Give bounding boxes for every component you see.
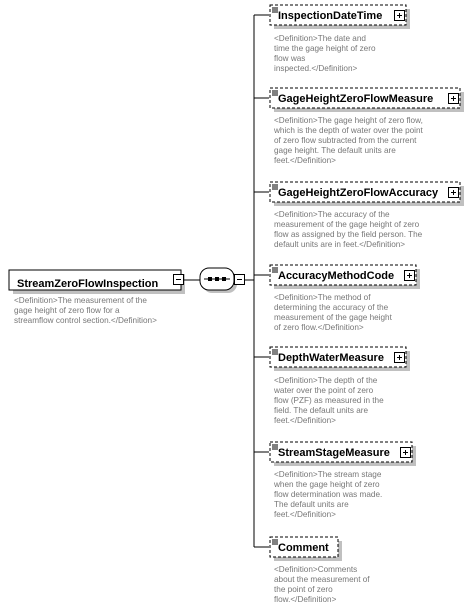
doc-line: determining the accuracy of the xyxy=(274,303,389,312)
element-documentation xyxy=(274,565,370,605)
element-box-depth-water-measure[interactable] xyxy=(270,347,410,371)
root-collapse-icon[interactable] xyxy=(174,275,184,285)
doc-line: inspected.</Definition> xyxy=(274,64,358,73)
doc-line: feet.</Definition> xyxy=(274,156,336,165)
element-label: Comment xyxy=(278,541,329,554)
doc-line: feet.</Definition> xyxy=(274,510,336,519)
element-documentation xyxy=(274,210,422,250)
root-element-label: StreamZeroFlowInspection xyxy=(17,277,159,290)
expand-icon[interactable] xyxy=(395,353,405,363)
doc-line: measurement of the gage height xyxy=(274,313,392,322)
doc-line: the point of zero xyxy=(274,585,333,594)
sequence-collapse-icon[interactable] xyxy=(235,275,245,285)
doc-line: <Definition>The method of xyxy=(274,293,371,302)
element-documentation xyxy=(274,376,384,426)
doc-line: <Definition>The measurement of the xyxy=(14,296,147,305)
doc-line: <Definition>Comments xyxy=(274,565,358,574)
doc-line: water over the point of zero xyxy=(274,386,374,395)
element-box-stream-stage-measure[interactable] xyxy=(270,442,416,466)
sequence-compositor-icon[interactable] xyxy=(200,268,245,293)
expand-icon[interactable] xyxy=(449,188,459,198)
root-element[interactable] xyxy=(9,270,185,294)
root-documentation xyxy=(14,296,157,326)
doc-line: <Definition>The date and xyxy=(274,34,366,43)
element-box-inspection-date-time[interactable] xyxy=(270,5,410,29)
doc-line: of zero flow subtracted from the current xyxy=(274,136,417,145)
element-label: DepthWaterMeasure xyxy=(278,351,384,364)
doc-line: measurement of the gage height of zero xyxy=(274,220,420,229)
doc-line: <Definition>The depth of the xyxy=(274,376,378,385)
doc-line: of zero flow.</Definition> xyxy=(274,323,364,332)
doc-line: time the gage height of zero xyxy=(274,44,376,53)
element-label: GageHeightZeroFlowAccuracy xyxy=(278,186,439,199)
doc-line: feet.</Definition> xyxy=(274,416,336,425)
doc-line: flow as assigned by the field person. The xyxy=(274,230,423,239)
doc-line: gage height of zero flow for a xyxy=(14,306,120,315)
doc-line: flow determination was made. xyxy=(274,490,383,499)
element-documentation xyxy=(274,116,423,166)
element-label: InspectionDateTime xyxy=(278,9,383,22)
doc-line: flow.</Definition> xyxy=(274,595,337,604)
doc-line: <Definition>The stream stage xyxy=(274,470,382,479)
doc-line: which is the depth of water over the point xyxy=(274,126,423,135)
sequence-branch-connectors xyxy=(245,15,269,547)
expand-icon[interactable] xyxy=(405,271,415,281)
doc-line: <Definition>The gage height of zero flow, xyxy=(274,116,423,125)
element-box-gage-height-zero-flow-accuracy[interactable] xyxy=(270,182,464,206)
doc-line: streamflow control section.</Definition> xyxy=(14,316,157,325)
element-label: GageHeightZeroFlowMeasure xyxy=(278,92,434,105)
doc-line: field. The default units are xyxy=(274,406,369,415)
doc-line: default units are in feet.</Definition> xyxy=(274,240,406,249)
element-documentation xyxy=(274,293,392,333)
doc-line: flow (PZF) as measured in the xyxy=(274,396,384,405)
element-label: StreamStageMeasure xyxy=(278,446,390,459)
element-documentation xyxy=(274,470,382,520)
doc-line: gage height. The default units are xyxy=(274,146,396,155)
doc-line: The default units are xyxy=(274,500,349,509)
element-box-accuracy-method-code[interactable] xyxy=(270,265,420,289)
doc-line: flow was xyxy=(274,54,306,63)
expand-icon[interactable] xyxy=(395,11,405,21)
expand-icon[interactable] xyxy=(449,94,459,104)
element-documentation xyxy=(274,34,376,74)
doc-line: <Definition>The accuracy of the xyxy=(274,210,390,219)
element-box-comment[interactable] xyxy=(270,537,342,561)
doc-line: about the measurement of xyxy=(274,575,370,584)
expand-icon[interactable] xyxy=(401,448,411,458)
element-label: AccuracyMethodCode xyxy=(278,269,395,282)
doc-line: when the gage height of zero xyxy=(274,480,380,489)
element-box-gage-height-zero-flow-measure[interactable] xyxy=(270,88,464,112)
